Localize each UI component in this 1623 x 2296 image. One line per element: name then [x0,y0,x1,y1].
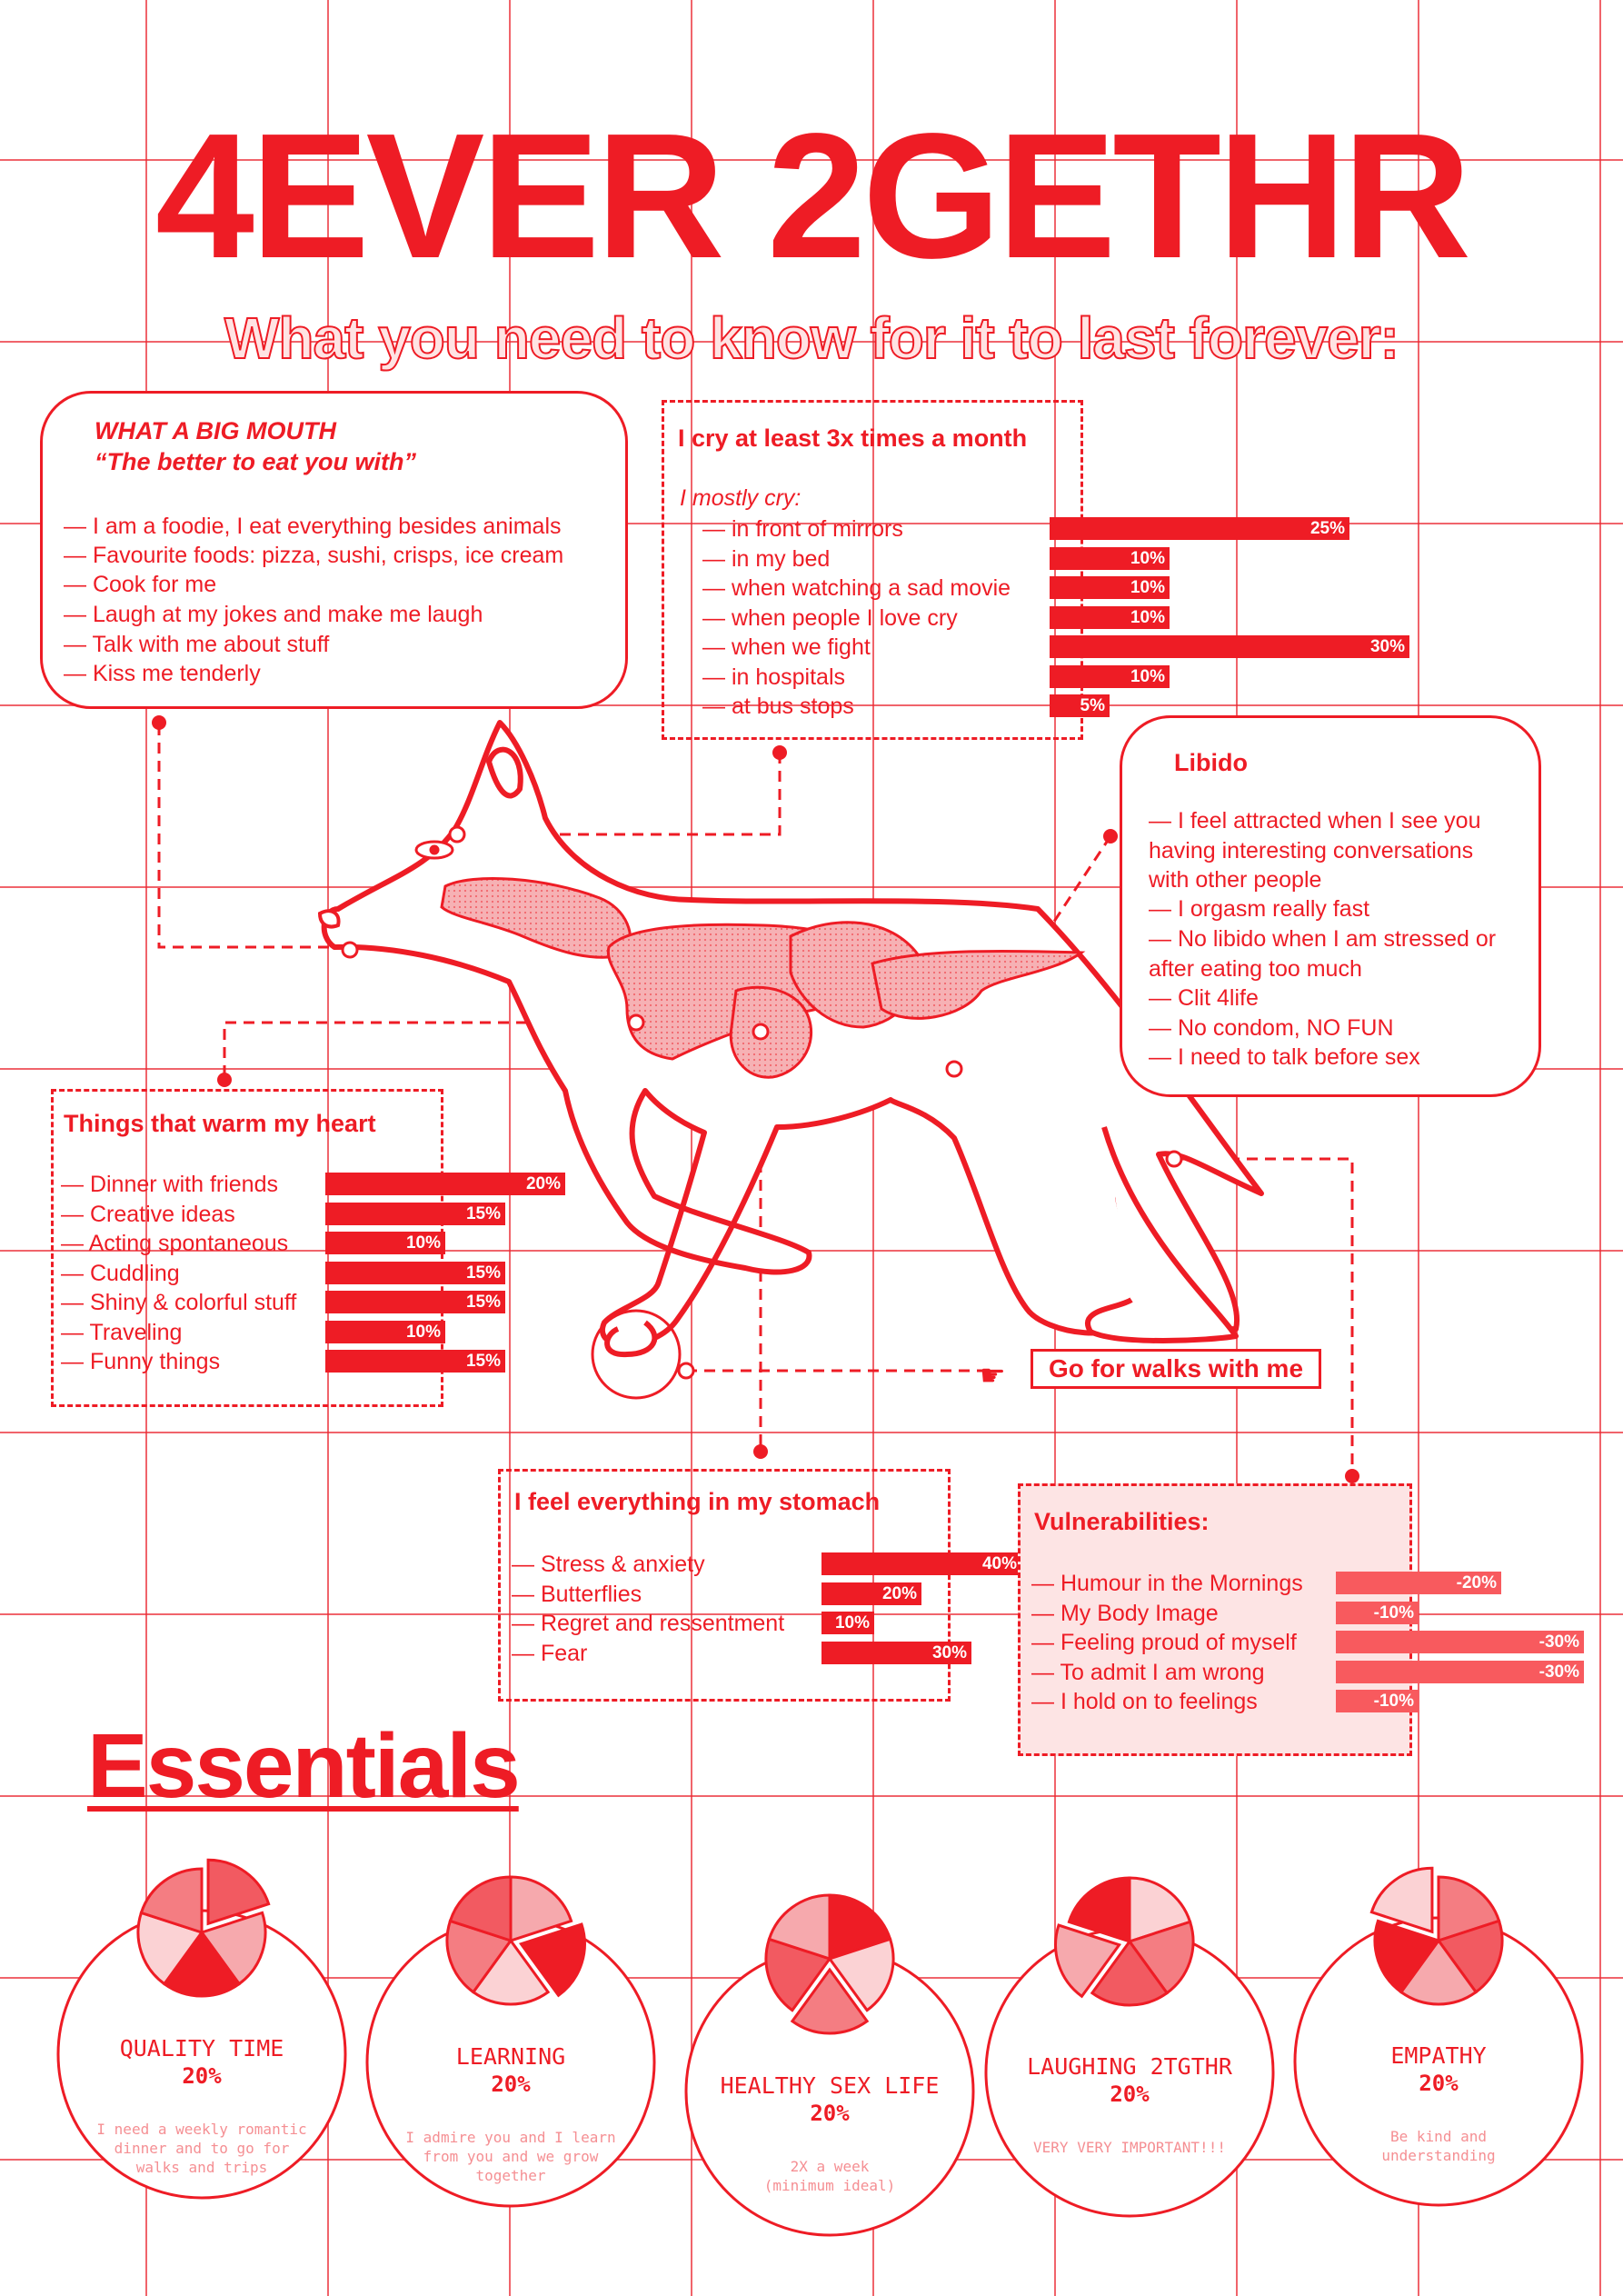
bar: -20% [1336,1572,1501,1594]
bar: -10% [1336,1690,1419,1712]
essential-description: walks and trips [135,2159,268,2176]
libido-line: after eating too much [1149,956,1362,982]
essential-description: together [475,2167,546,2184]
mouth-item: — Cook for me [64,572,217,597]
bar: 25% [1050,517,1349,540]
bar: 15% [325,1350,505,1373]
bar: 10% [1050,576,1170,599]
bar: 10% [1050,665,1170,688]
mouth-item: — I am a foodie, I eat everything besides animals [64,514,562,539]
bar: 20% [325,1173,565,1195]
stomach-title: I feel everything in my stomach [514,1488,881,1515]
pointing-hand-icon: ☛ [980,1359,1006,1392]
essential-description: Be kind and [1390,2128,1487,2145]
heart-title: Things that warm my heart [64,1110,376,1137]
mouth-item: — Talk with me about stuff [64,632,330,657]
tick-label: — Shiny & colorful stuff [61,1290,297,1315]
vulnerabilities-title: Vulnerabilities: [1034,1508,1210,1535]
bar: 10% [325,1232,445,1254]
libido-line: — I need to talk before sex [1149,1044,1420,1070]
bar: 20% [821,1582,921,1605]
bar: -30% [1336,1631,1584,1653]
essential-title: HEALTHY SEX LIFE [720,2072,940,2099]
tick-label: — when we fight [702,634,871,660]
essential-percent: 20% [810,2101,850,2126]
bar: 10% [1050,547,1170,570]
tick-label: — in front of mirrors [702,516,903,542]
bar: 40% [821,1552,1021,1575]
essential-description: 2X a week [790,2158,870,2175]
libido-line: with other people [1149,867,1322,893]
bar: -30% [1336,1661,1584,1683]
tick-label: — I hold on to feelings [1031,1689,1258,1714]
mouth-item: — Laugh at my jokes and make me laugh [64,602,483,627]
essential-percent: 20% [1419,2071,1459,2096]
tick-label: — Funny things [61,1349,221,1374]
tick-label: — Creative ideas [61,1201,235,1227]
tick-label: — at bus stops [702,694,854,719]
tick-label: — Traveling [61,1319,183,1345]
essential-percent: 20% [182,2063,222,2089]
tick-label: — Butterflies [512,1581,642,1607]
poster-subtitle: What you need to know for it to last forever: [224,305,1399,371]
libido-title: Libido [1174,749,1248,776]
essential-description: I need a weekly romantic [96,2121,307,2138]
tick-label: — My Body Image [1031,1600,1219,1626]
tick-label: — when people I love cry [702,604,958,631]
tick-label: — in hospitals [702,664,846,690]
mouth-item: — Favourite foods: pizza, sushi, crisps, ice cream [64,543,564,568]
bar: 15% [325,1203,505,1225]
essential-description: understanding [1381,2147,1496,2164]
tick-label: — Regret and ressentment [512,1611,785,1636]
walk-label: Go for walks with me [1031,1349,1321,1389]
libido-line: — Clit 4life [1149,985,1259,1011]
bar: 10% [1050,606,1170,629]
libido-line: — No condom, NO FUN [1149,1015,1394,1041]
essential-percent: 20% [491,2071,531,2097]
essentials-heading: Essentials [87,1715,519,1817]
tick-label: — Humour in the Mornings [1031,1571,1303,1596]
bar: 30% [821,1642,971,1664]
cry-subtitle: I mostly cry: [680,485,802,511]
essential-title: EMPATHY [1390,2042,1487,2069]
libido-line: having interesting conversations [1149,838,1474,863]
bar: 10% [821,1612,874,1634]
cry-title: I cry at least 3x times a month [678,424,1028,452]
bar: 30% [1050,635,1409,658]
bar: 5% [1050,694,1110,717]
essential-title: LAUGHING 2TGTHR [1027,2053,1232,2080]
tick-label: — Stress & anxiety [512,1552,705,1577]
tick-label: — Cuddling [61,1260,180,1286]
poster-title: 4EVER 2GETHR [154,96,1469,295]
bar: 15% [325,1262,505,1284]
bar: 15% [325,1291,505,1313]
mouth-title: WHAT A BIG MOUTH [95,417,336,444]
libido-line: — No libido when I am stressed or [1149,926,1497,952]
essential-description: dinner and to go for [114,2140,290,2157]
libido-line: — I feel attracted when I see you [1149,808,1481,834]
essential-description: I admire you and I learn [405,2129,616,2146]
tick-label: — Dinner with friends [61,1172,278,1197]
essential-title: QUALITY TIME [119,2035,284,2061]
tick-label: — Feeling proud of myself [1031,1630,1297,1655]
bar: 10% [325,1321,445,1343]
essential-description: (minimum ideal) [763,2177,896,2194]
tick-label: — Acting spontaneous [61,1231,289,1256]
essential-description: from you and we grow [423,2148,599,2165]
essential-percent: 20% [1110,2081,1150,2107]
libido-line: — I orgasm really fast [1149,896,1370,922]
essential-title: LEARNING [455,2043,566,2070]
mouth-quote: “The better to eat you with” [95,448,417,475]
tick-label: — in my bed [702,545,831,572]
bar: -10% [1336,1602,1419,1624]
tick-label: — To admit I am wrong [1031,1659,1265,1685]
mouth-item: — Kiss me tenderly [64,661,261,686]
tick-label: — Fear [512,1640,588,1666]
tick-label: — when watching a sad movie [702,575,1011,601]
essential-description: VERY VERY IMPORTANT!!! [1033,2139,1226,2156]
